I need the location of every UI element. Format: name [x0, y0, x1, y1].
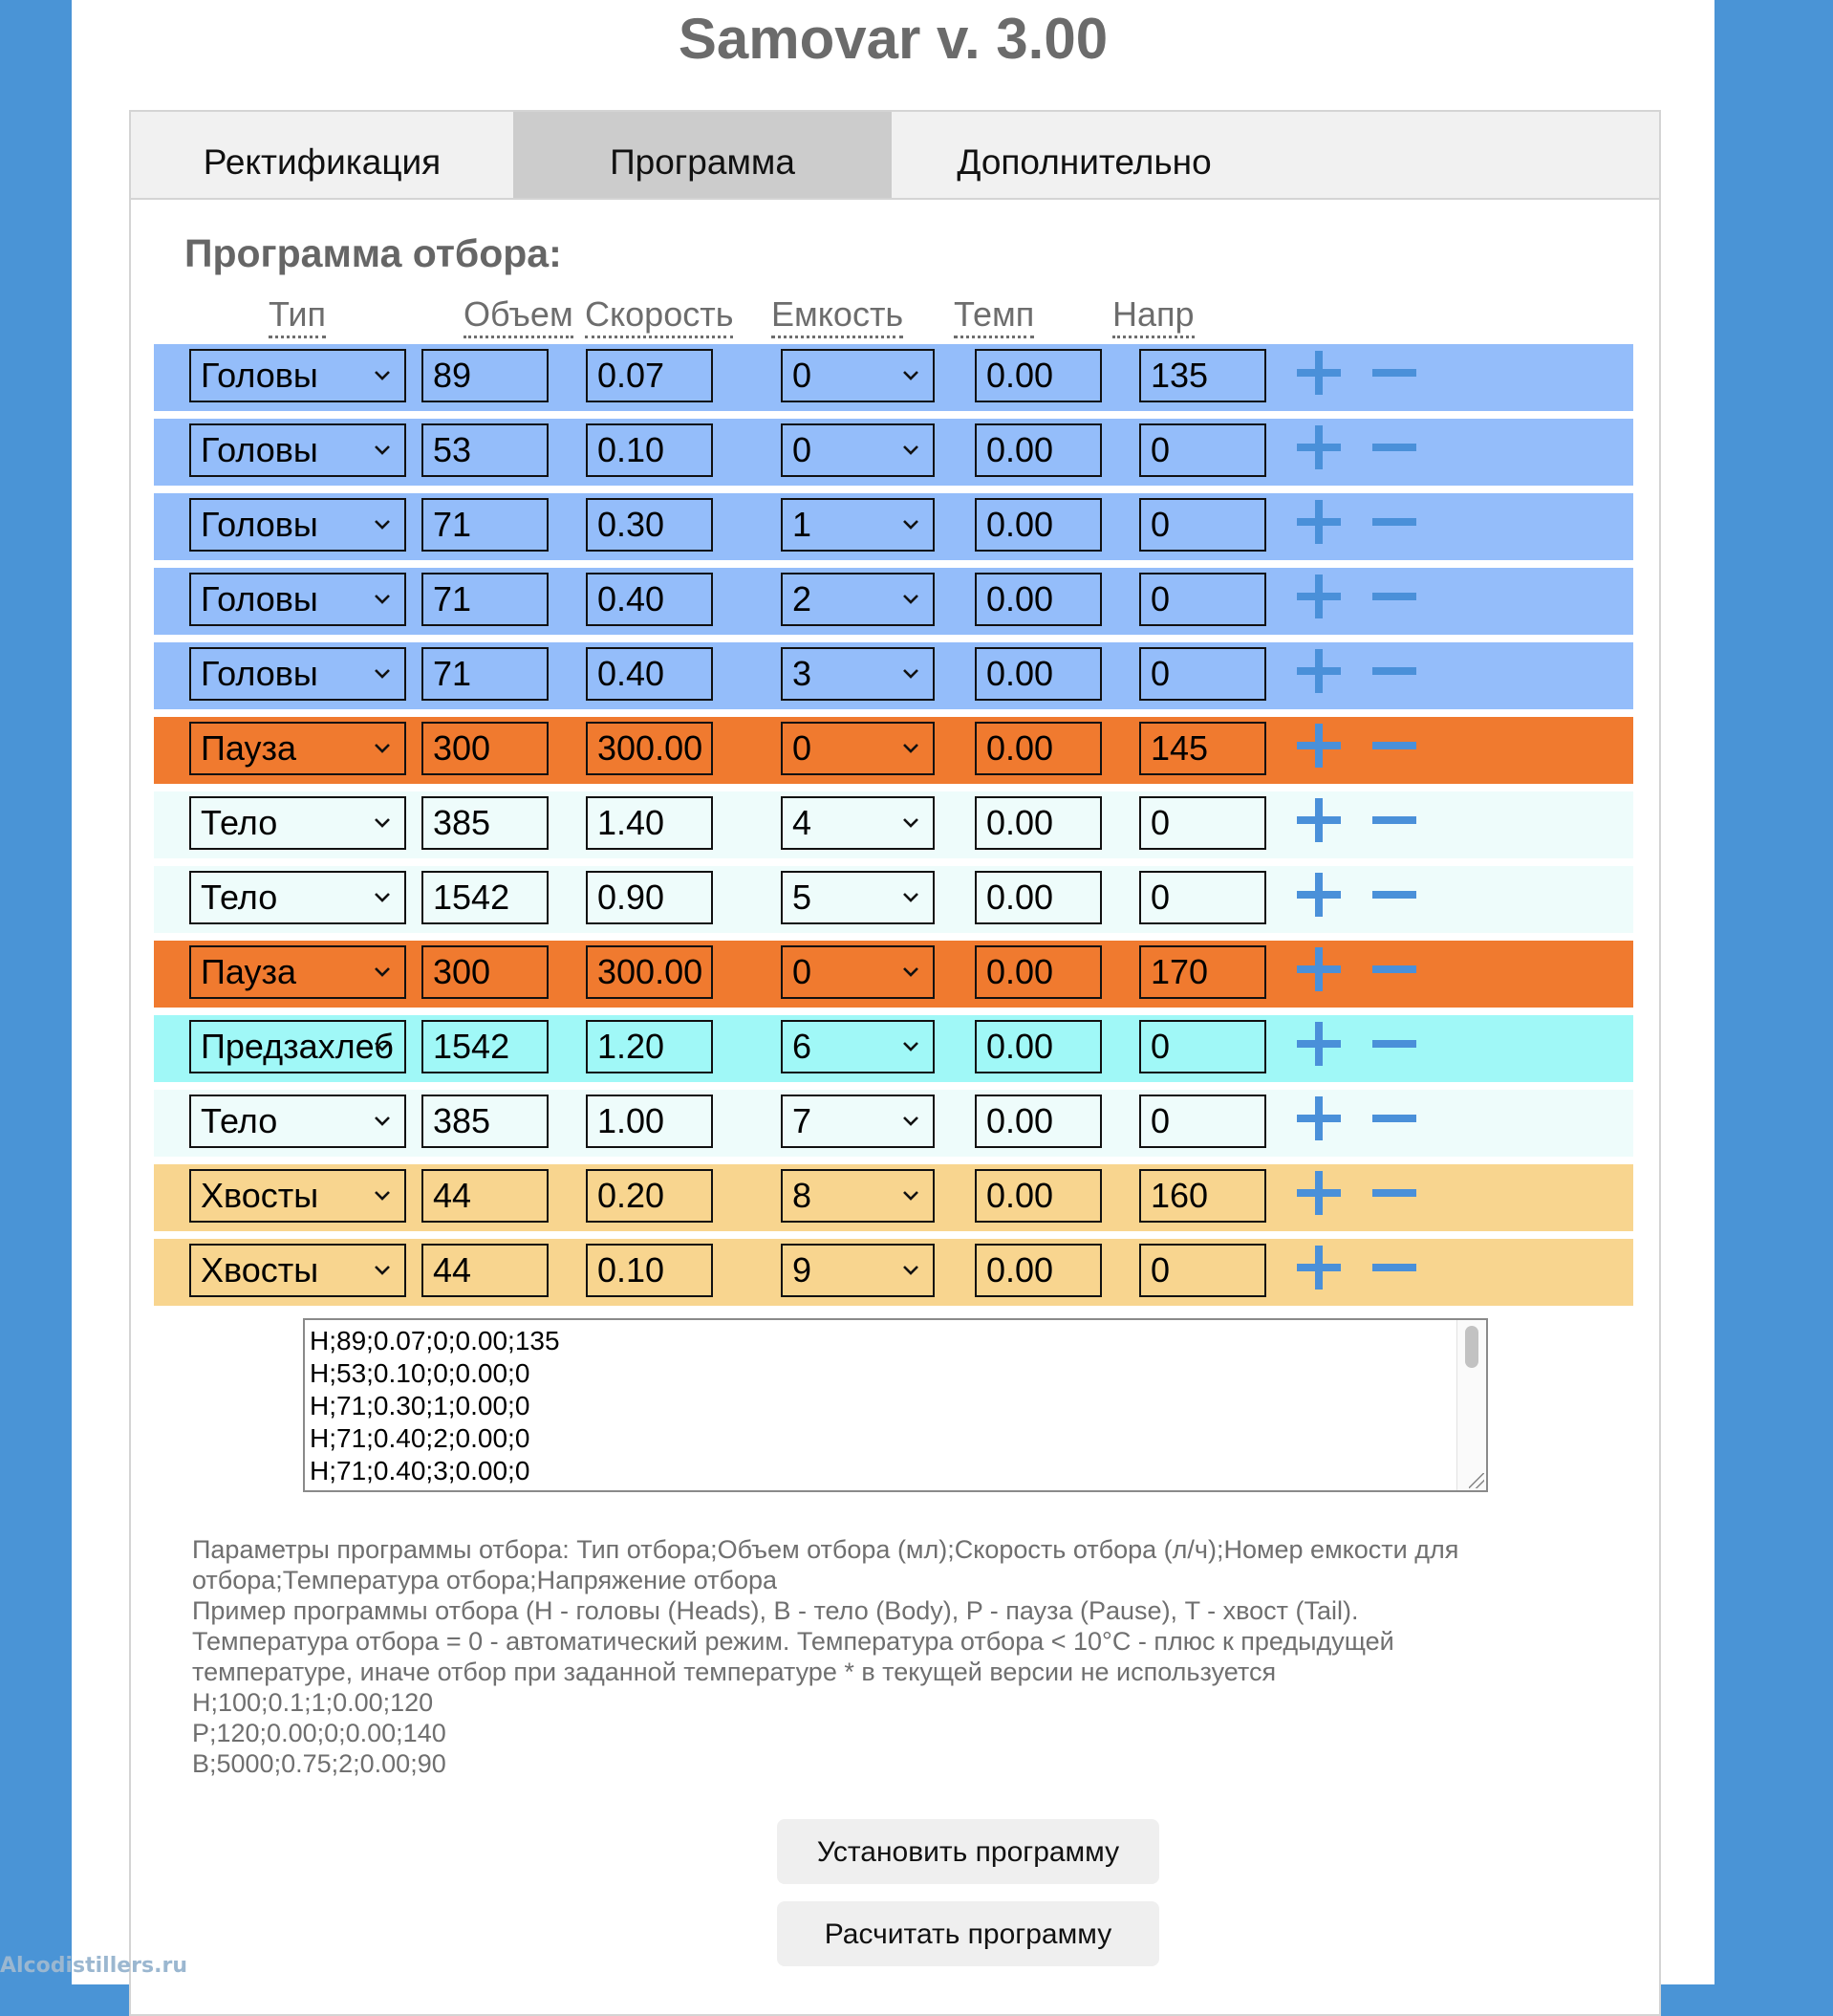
- speed-input-value: 1.00: [597, 1101, 665, 1140]
- capacity-select[interactable]: [781, 349, 935, 402]
- capacity-select-value: 8: [792, 1176, 812, 1215]
- voltage-input-value: 160: [1151, 1176, 1209, 1215]
- scrollbar-thumb[interactable]: [1465, 1326, 1478, 1368]
- temp-input[interactable]: [975, 647, 1102, 701]
- voltage-input[interactable]: [1139, 498, 1266, 552]
- temp-input-value: 0.00: [986, 728, 1054, 768]
- type-select-value: Пауза: [201, 952, 297, 991]
- minus-icon[interactable]: [1372, 351, 1416, 395]
- program-text-line: H;71;0.40;2;0.00;0: [310, 1423, 530, 1453]
- help-line: отбора;Температура отбора;Напряжение отбора: [192, 1566, 777, 1594]
- plus-icon[interactable]: [1297, 351, 1341, 395]
- program-text-line: H;53;0.10;0;0.00;0: [310, 1358, 530, 1388]
- program-row: [154, 1090, 1633, 1157]
- temp-input[interactable]: [975, 1095, 1102, 1148]
- plus-icon[interactable]: [1297, 1171, 1341, 1215]
- temp-input[interactable]: [975, 349, 1102, 402]
- volume-input[interactable]: [421, 945, 549, 999]
- type-select-value: Хвосты: [201, 1250, 319, 1290]
- speed-input[interactable]: [586, 498, 713, 552]
- temp-input[interactable]: [975, 722, 1102, 775]
- minus-icon[interactable]: [1372, 724, 1416, 768]
- type-select[interactable]: [189, 796, 406, 850]
- type-select-value: Тело: [201, 803, 278, 842]
- volume-input[interactable]: [421, 722, 549, 775]
- temp-input-value: 0.00: [986, 505, 1054, 544]
- type-select-value: Головы: [201, 356, 318, 395]
- temp-input-value: 0.00: [986, 878, 1054, 917]
- type-select-value: Головы: [201, 505, 318, 544]
- voltage-input-value: 170: [1151, 952, 1209, 991]
- plus-icon[interactable]: [1297, 574, 1341, 618]
- volume-input-value: 1542: [433, 1027, 510, 1066]
- plus-icon[interactable]: [1297, 1022, 1341, 1066]
- resize-grip-icon[interactable]: [1469, 1473, 1484, 1488]
- column-header-volume: Объем: [464, 293, 573, 338]
- voltage-input-value: 0: [1151, 505, 1171, 544]
- type-select-value: Тело: [201, 1101, 278, 1140]
- plus-icon[interactable]: [1297, 724, 1341, 768]
- voltage-input-value: 0: [1151, 1250, 1171, 1290]
- column-header-speed: Скорость: [585, 293, 733, 338]
- help-line: Пример программы отбора (H - головы (Heads), B - тело (Body), P - пауза (Pause), T - хвост (Tail).: [192, 1596, 1359, 1625]
- program-text-line: H;89;0.07;0;0.00;135: [310, 1326, 560, 1355]
- plus-icon[interactable]: [1297, 798, 1341, 842]
- voltage-input-value: 0: [1151, 1101, 1171, 1140]
- capacity-select[interactable]: [781, 647, 935, 701]
- minus-icon[interactable]: [1372, 798, 1416, 842]
- speed-input-value: 300.00: [597, 728, 703, 768]
- capacity-select[interactable]: [781, 573, 935, 626]
- capacity-select-value: 5: [792, 878, 812, 917]
- speed-input[interactable]: [586, 871, 713, 924]
- temp-input-value: 0.00: [986, 1101, 1054, 1140]
- speed-input[interactable]: [586, 1020, 713, 1073]
- program-row: [154, 642, 1633, 709]
- temp-input[interactable]: [975, 423, 1102, 477]
- program-row: [154, 1015, 1633, 1082]
- volume-input-value: 44: [433, 1250, 472, 1290]
- plus-icon[interactable]: [1297, 1246, 1341, 1290]
- minus-icon[interactable]: [1372, 1096, 1416, 1140]
- speed-input-value: 0.07: [597, 356, 665, 395]
- speed-input-value: 1.20: [597, 1027, 665, 1066]
- tab-bar: [131, 112, 1659, 200]
- type-select-value: Пауза: [201, 728, 297, 768]
- temp-input[interactable]: [975, 796, 1102, 850]
- textarea-scrollbar[interactable]: [1456, 1320, 1486, 1490]
- help-line: H;100;0.1;1;0.00;120: [192, 1688, 434, 1717]
- program-text-lines: [310, 1325, 1452, 1487]
- capacity-select-value: 0: [792, 952, 812, 991]
- calc-program-button[interactable]: Расчитать программу: [777, 1901, 1159, 1966]
- program-row: [154, 568, 1633, 635]
- minus-icon[interactable]: [1372, 425, 1416, 469]
- speed-input[interactable]: [586, 1244, 713, 1297]
- plus-icon[interactable]: [1297, 500, 1341, 544]
- section-title: Программа отбора:: [184, 231, 562, 275]
- minus-icon[interactable]: [1372, 1246, 1416, 1290]
- volume-input[interactable]: [421, 498, 549, 552]
- temp-input-value: 0.00: [986, 654, 1054, 693]
- volume-input[interactable]: [421, 349, 549, 402]
- plus-icon[interactable]: [1297, 873, 1341, 917]
- temp-input-value: 0.00: [986, 430, 1054, 469]
- voltage-input-value: 0: [1151, 430, 1171, 469]
- help-line: P;120;0.00;0;0.00;140: [192, 1719, 446, 1747]
- volume-input[interactable]: [421, 423, 549, 477]
- type-select[interactable]: [189, 349, 406, 402]
- volume-input-value: 300: [433, 728, 491, 768]
- tab-rectification[interactable]: Ректификация: [203, 142, 442, 182]
- set-program-button[interactable]: Установить программу: [777, 1819, 1159, 1884]
- volume-input[interactable]: [421, 647, 549, 701]
- temp-input[interactable]: [975, 871, 1102, 924]
- program-row: [154, 791, 1633, 858]
- capacity-select[interactable]: [781, 498, 935, 552]
- type-select[interactable]: [189, 945, 406, 999]
- volume-input[interactable]: [421, 871, 549, 924]
- temp-input[interactable]: [975, 498, 1102, 552]
- help-text: [192, 1534, 1616, 1779]
- help-line: температуре, иначе отбор при заданной температуре * в текущей версии не используется: [192, 1658, 1277, 1686]
- speed-input[interactable]: [586, 1169, 713, 1223]
- plus-icon[interactable]: [1297, 649, 1341, 693]
- help-line: Параметры программы отбора: Тип отбора;Объем отбора (мл);Скорость отбора (л/ч);Номер емкости для: [192, 1535, 1459, 1564]
- speed-input-value: 0.40: [597, 579, 665, 618]
- capacity-select-value: 4: [792, 803, 812, 842]
- voltage-input[interactable]: [1139, 1244, 1266, 1297]
- temp-input-value: 0.00: [986, 1176, 1054, 1215]
- capacity-select[interactable]: [781, 1244, 935, 1297]
- volume-input-value: 71: [433, 654, 472, 693]
- program-row: [154, 1239, 1633, 1306]
- program-text-line: H;71;0.30;1;0.00;0: [310, 1391, 530, 1420]
- volume-input-value: 1542: [433, 878, 510, 917]
- type-select-value: Головы: [201, 430, 318, 469]
- volume-input-value: 385: [433, 1101, 491, 1140]
- temp-input-value: 0.00: [986, 952, 1054, 991]
- volume-input[interactable]: [421, 1169, 549, 1223]
- voltage-input-value: 0: [1151, 579, 1171, 618]
- help-line: B;5000;0.75;2;0.00;90: [192, 1749, 446, 1778]
- volume-input-value: 300: [433, 952, 491, 991]
- speed-input-value: 1.40: [597, 803, 665, 842]
- volume-input-value: 385: [433, 803, 491, 842]
- tab-additional[interactable]: Дополнительно: [957, 142, 1212, 182]
- temp-input-value: 0.00: [986, 1250, 1054, 1290]
- volume-input[interactable]: [421, 796, 549, 850]
- voltage-input[interactable]: [1139, 871, 1266, 924]
- type-select[interactable]: [189, 573, 406, 626]
- type-select[interactable]: [189, 498, 406, 552]
- voltage-input[interactable]: [1139, 796, 1266, 850]
- voltage-input[interactable]: [1139, 722, 1266, 775]
- temp-input-value: 0.00: [986, 1027, 1054, 1066]
- speed-input[interactable]: [586, 573, 713, 626]
- capacity-select[interactable]: [781, 1095, 935, 1148]
- voltage-input[interactable]: [1139, 423, 1266, 477]
- capacity-select-value: 1: [792, 505, 812, 544]
- help-line: Температура отбора = 0 - автоматический режим. Температура отбора < 10°C - плюс к предыдущей: [192, 1627, 1394, 1656]
- type-select-value: Тело: [201, 878, 278, 917]
- temp-input-value: 0.00: [986, 356, 1054, 395]
- capacity-select[interactable]: [781, 945, 935, 999]
- capacity-select-value: 2: [792, 579, 812, 618]
- type-select[interactable]: [189, 1169, 406, 1223]
- type-select[interactable]: [189, 722, 406, 775]
- voltage-input[interactable]: [1139, 573, 1266, 626]
- voltage-input[interactable]: [1139, 1020, 1266, 1073]
- volume-input-value: 71: [433, 579, 472, 618]
- speed-input[interactable]: [586, 722, 713, 775]
- speed-input-value: 0.20: [597, 1176, 665, 1215]
- voltage-input[interactable]: [1139, 647, 1266, 701]
- speed-input[interactable]: [586, 349, 713, 402]
- tab-program[interactable]: Программа: [513, 112, 892, 198]
- program-row: [154, 344, 1633, 411]
- program-row: [154, 941, 1633, 1008]
- volume-input[interactable]: [421, 1244, 549, 1297]
- capacity-select-value: 7: [792, 1101, 812, 1140]
- voltage-input[interactable]: [1139, 1095, 1266, 1148]
- type-select-value: Предзахлеб: [201, 1027, 394, 1066]
- minus-icon[interactable]: [1372, 574, 1416, 618]
- voltage-input[interactable]: [1139, 1169, 1266, 1223]
- speed-input-value: 0.10: [597, 1250, 665, 1290]
- capacity-select[interactable]: [781, 871, 935, 924]
- watermark: Alcodistillers.ru: [0, 1954, 187, 1978]
- program-text-line: H;71;0.40;3;0.00;0: [310, 1456, 530, 1485]
- capacity-select-value: 3: [792, 654, 812, 693]
- capacity-select-value: 0: [792, 356, 812, 395]
- program-row: [154, 1164, 1633, 1231]
- program-row: [154, 419, 1633, 486]
- plus-icon[interactable]: [1297, 1096, 1341, 1140]
- volume-input[interactable]: [421, 1095, 549, 1148]
- capacity-select-value: 6: [792, 1027, 812, 1066]
- main-panel: [129, 110, 1661, 2016]
- voltage-input-value: 135: [1151, 356, 1209, 395]
- minus-icon[interactable]: [1372, 500, 1416, 544]
- temp-input[interactable]: [975, 1169, 1102, 1223]
- capacity-select-value: 0: [792, 430, 812, 469]
- program-textarea[interactable]: [303, 1318, 1488, 1492]
- capacity-select-value: 0: [792, 728, 812, 768]
- page: [72, 0, 1714, 1984]
- volume-input-value: 71: [433, 505, 472, 544]
- program-row: [154, 493, 1633, 560]
- column-header-temp: Темп: [954, 293, 1034, 338]
- type-select[interactable]: [189, 871, 406, 924]
- program-row: [154, 866, 1633, 933]
- column-header-capacity: Емкость: [771, 293, 903, 338]
- capacity-select[interactable]: [781, 796, 935, 850]
- type-select-value: Головы: [201, 654, 318, 693]
- temp-input-value: 0.00: [986, 579, 1054, 618]
- voltage-input-value: 0: [1151, 803, 1171, 842]
- temp-input[interactable]: [975, 1244, 1102, 1297]
- voltage-input[interactable]: [1139, 349, 1266, 402]
- speed-input-value: 0.90: [597, 878, 665, 917]
- speed-input[interactable]: [586, 1095, 713, 1148]
- volume-input[interactable]: [421, 573, 549, 626]
- capacity-select-value: 9: [792, 1250, 812, 1290]
- speed-input-value: 0.40: [597, 654, 665, 693]
- volume-input-value: 89: [433, 356, 472, 395]
- app-title: Samovar v. 3.00: [678, 7, 1109, 71]
- type-select-value: Хвосты: [201, 1176, 319, 1215]
- type-select[interactable]: [189, 647, 406, 701]
- capacity-select[interactable]: [781, 423, 935, 477]
- column-header-voltage: Напр: [1112, 293, 1195, 338]
- minus-icon[interactable]: [1372, 1022, 1416, 1066]
- capacity-select[interactable]: [781, 1169, 935, 1223]
- volume-input-value: 44: [433, 1176, 472, 1215]
- temp-input-value: 0.00: [986, 803, 1054, 842]
- program-row: [154, 717, 1633, 784]
- type-select[interactable]: [189, 423, 406, 477]
- plus-icon[interactable]: [1297, 425, 1341, 469]
- temp-input[interactable]: [975, 573, 1102, 626]
- minus-icon[interactable]: [1372, 873, 1416, 917]
- type-select-value: Головы: [201, 579, 318, 618]
- type-select[interactable]: [189, 1244, 406, 1297]
- temp-input[interactable]: [975, 945, 1102, 999]
- speed-input-value: 0.30: [597, 505, 665, 544]
- minus-icon[interactable]: [1372, 1171, 1416, 1215]
- speed-input[interactable]: [586, 945, 713, 999]
- voltage-input-value: 0: [1151, 878, 1171, 917]
- volume-input[interactable]: [421, 1020, 549, 1073]
- voltage-input-value: 145: [1151, 728, 1209, 768]
- speed-input[interactable]: [586, 423, 713, 477]
- volume-input-value: 53: [433, 430, 472, 469]
- voltage-input-value: 0: [1151, 1027, 1171, 1066]
- minus-icon[interactable]: [1372, 947, 1416, 991]
- voltage-input[interactable]: [1139, 945, 1266, 999]
- capacity-select[interactable]: [781, 1020, 935, 1073]
- type-select[interactable]: [189, 1020, 406, 1073]
- type-select[interactable]: [189, 1095, 406, 1148]
- voltage-input-value: 0: [1151, 654, 1171, 693]
- capacity-select[interactable]: [781, 722, 935, 775]
- temp-input[interactable]: [975, 1020, 1102, 1073]
- column-header-type: Тип: [269, 293, 326, 338]
- speed-input-value: 0.10: [597, 430, 665, 469]
- speed-input[interactable]: [586, 647, 713, 701]
- speed-input[interactable]: [586, 796, 713, 850]
- plus-icon[interactable]: [1297, 947, 1341, 991]
- minus-icon[interactable]: [1372, 649, 1416, 693]
- speed-input-value: 300.00: [597, 952, 703, 991]
